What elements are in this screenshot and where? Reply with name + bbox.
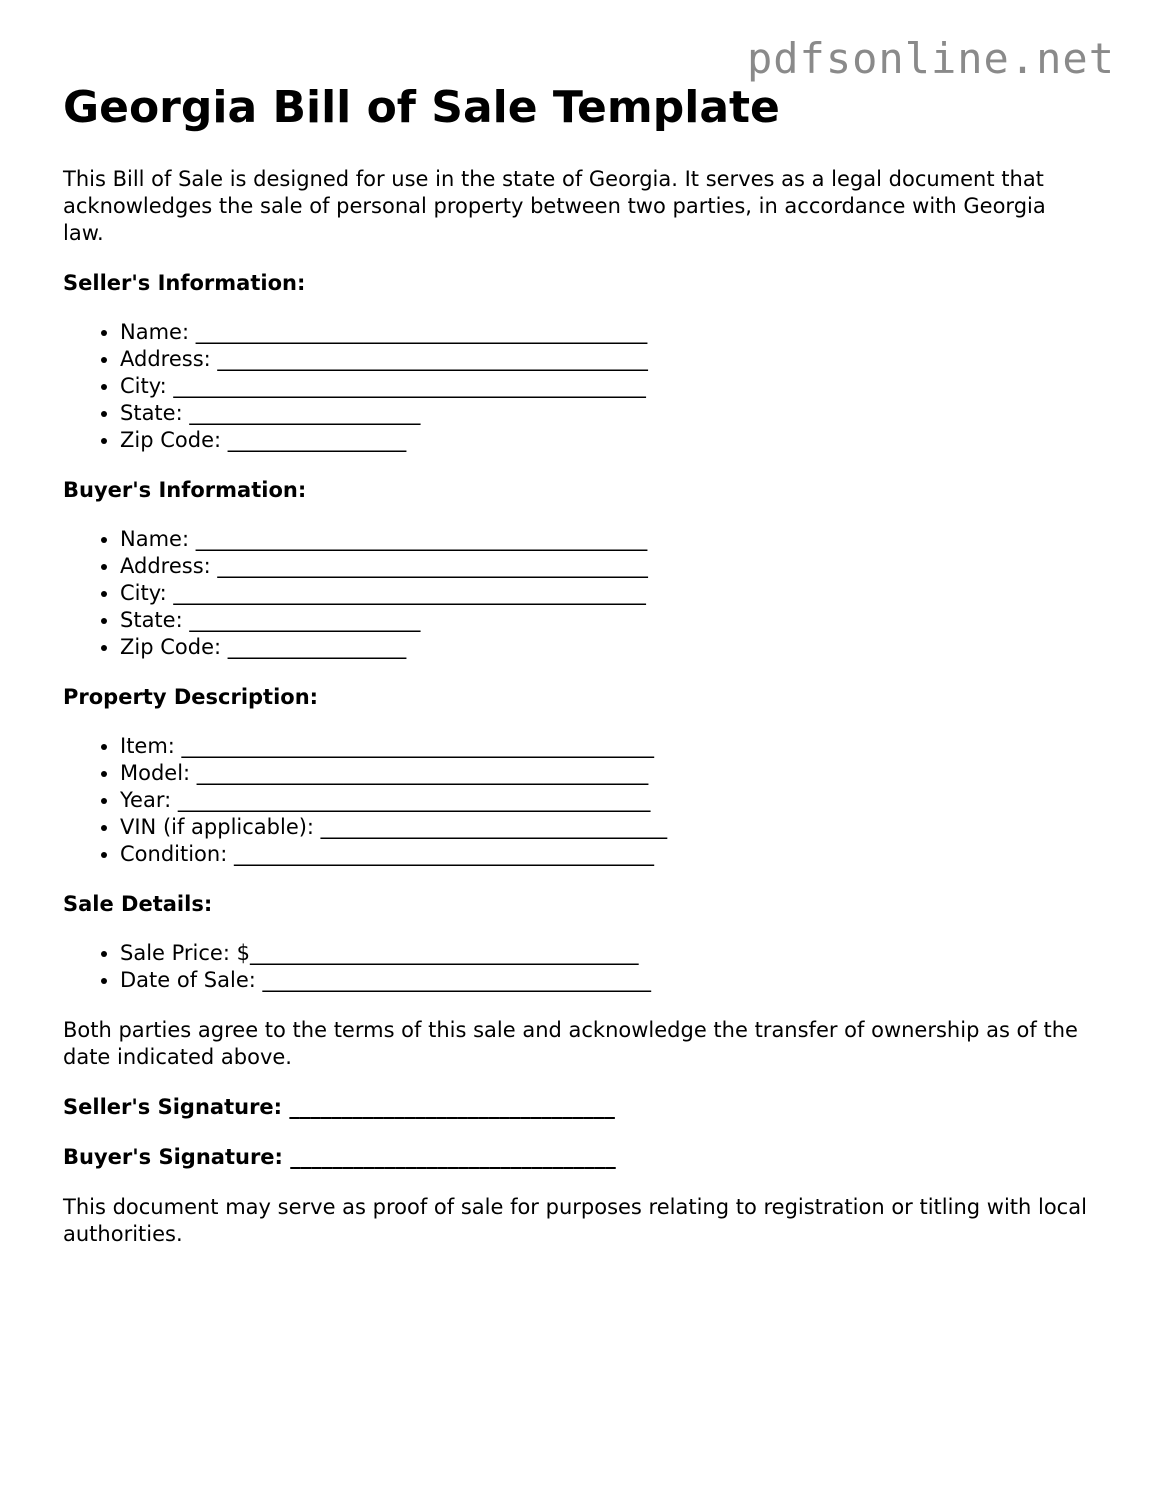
buyer-city-field: • City: _____________________________________________ (120, 580, 1093, 607)
property-vin-field: • VIN (if applicable): _________________________________ (120, 814, 1093, 841)
sale-price-field: • Sale Price: $_____________________________________ (120, 940, 1093, 967)
property-item-field: • Item: _____________________________________________ (120, 733, 1093, 760)
intro-paragraph: This Bill of Sale is designed for use in the state of Georgia. It serves as a legal document that acknowledges the sale of personal property between two parties, in accordance with Georgia law. (63, 167, 1046, 245)
seller-fields-list (63, 319, 1093, 454)
buyer-zip-field: • Zip Code: _________________ (120, 634, 1093, 661)
seller-heading: Seller's Information: (63, 271, 306, 295)
seller-zip-field: • Zip Code: _________________ (120, 427, 1093, 454)
buyer-fields-list (63, 526, 1093, 661)
seller-signature-line: Seller's Signature: _______________________________ (63, 1095, 615, 1119)
buyer-heading: Buyer's Information: (63, 478, 307, 502)
document-page (63, 80, 1093, 1248)
sale-heading: Sale Details: (63, 892, 213, 916)
seller-state-field: • State: ______________________ (120, 400, 1093, 427)
property-fields-list (63, 733, 1093, 868)
property-model-field: • Model: ___________________________________________ (120, 760, 1093, 787)
buyer-state-field: • State: ______________________ (120, 607, 1093, 634)
watermark: pdfsonline.net (746, 34, 1115, 83)
buyer-address-field: • Address: _________________________________________ (120, 553, 1093, 580)
buyer-signature-line: Buyer's Signature: _______________________________ (63, 1145, 616, 1169)
property-heading: Property Description: (63, 685, 319, 709)
sale-fields-list (63, 940, 1093, 994)
seller-city-field: • City: _____________________________________________ (120, 373, 1093, 400)
property-condition-field: • Condition: ________________________________________ (120, 841, 1093, 868)
seller-address-field: • Address: _________________________________________ (120, 346, 1093, 373)
sale-date-field: • Date of Sale: _____________________________________ (120, 967, 1093, 994)
property-year-field: • Year: _____________________________________________ (120, 787, 1093, 814)
final-note: This document may serve as proof of sale for purposes relating to registration or titling with local authorities. (63, 1195, 1087, 1246)
page-title: Georgia Bill of Sale Template (63, 82, 780, 133)
closing-paragraph: Both parties agree to the terms of this sale and acknowledge the transfer of ownership as of the date indicated above. (63, 1018, 1078, 1069)
seller-name-field: • Name: ___________________________________________ (120, 319, 1093, 346)
buyer-name-field: • Name: ___________________________________________ (120, 526, 1093, 553)
